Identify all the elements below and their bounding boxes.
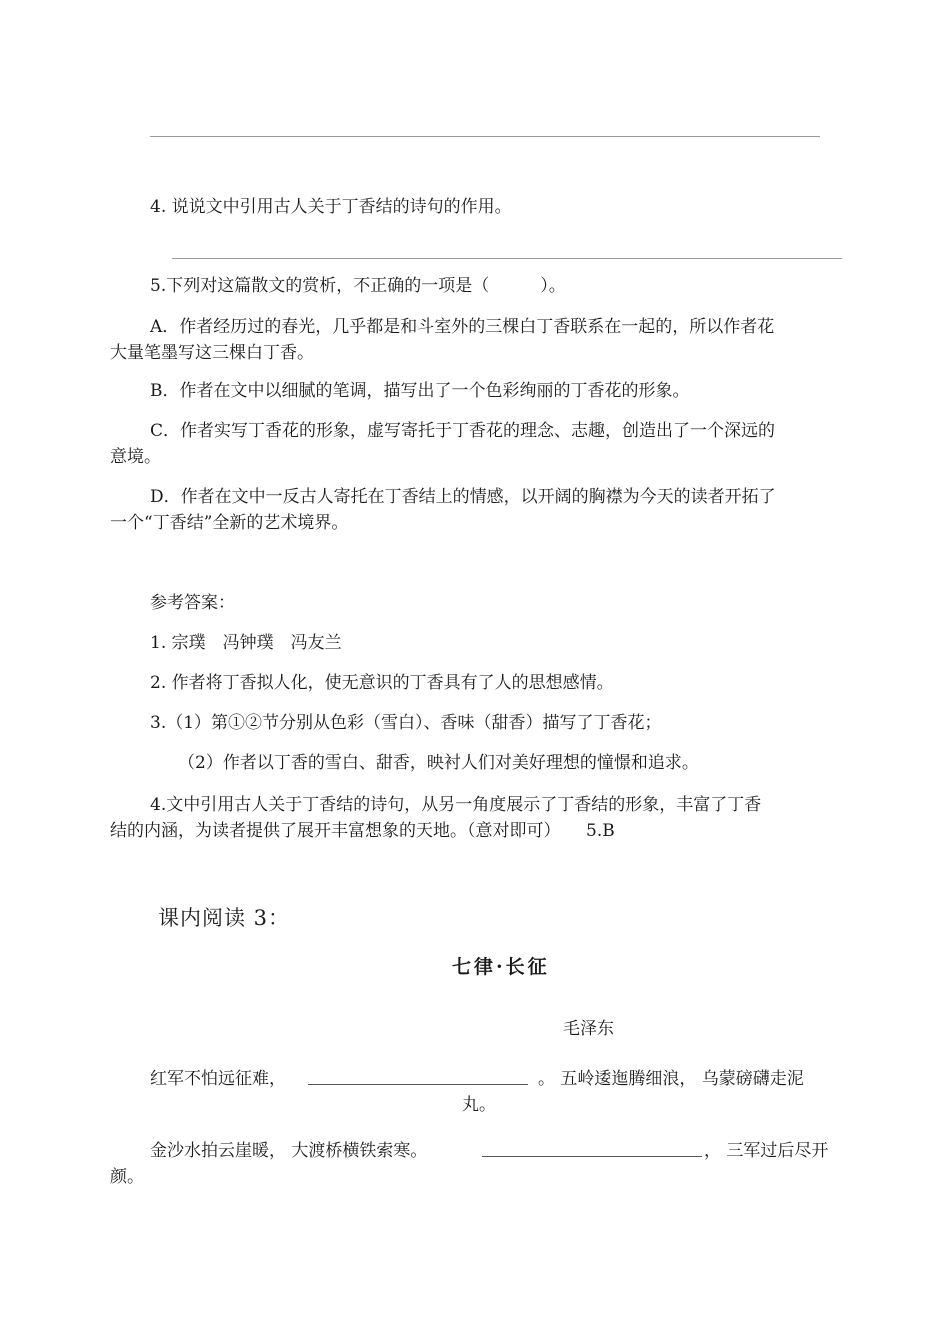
poem-author: 毛泽东 [563,1019,614,1039]
option-a-line2: 大量笔墨写这三棵白丁香。 [110,343,314,363]
poem-line-2-start: 金沙水拍云崖暖， 大渡桥横铁索寒。 [150,1141,428,1161]
poem-blank-2[interactable] [482,1138,702,1157]
poem-line-2-end: ， 三军过后尽开 [704,1141,829,1161]
answer-1: 1. 宗璞 冯钟璞 冯友兰 [150,633,342,653]
option-d-line2: 一个“丁香结”全新的艺术境界。 [110,513,349,533]
question-4: 4. 说说文中引用古人关于丁香结的诗句的作用。 [150,197,512,217]
answer-3-part1: 3.（1）第①②节分别从色彩（雪白）、香味（甜香）描写了丁香花； [150,713,662,733]
option-c-line2: 意境。 [110,447,161,467]
poem-title: 七律·长征 [452,956,550,978]
poem-line-1-end: 。 五岭逶迤腾细浪， 乌蒙磅礴走泥 [538,1069,804,1089]
poem-line-1-start: 红军不怕远征难， [150,1069,286,1089]
answers-heading: 参考答案： [150,593,235,613]
option-d-line1: D．作者在文中一反古人寄托在丁香结上的情感，以开阔的胸襟为今天的读者开拓了 [150,487,776,507]
poem-line-1-wrap: 丸。 [462,1095,496,1115]
poem-line-2-wrap: 颜。 [110,1167,144,1187]
answer-3-part2: （2）作者以丁香的雪白、甜香，映衬人们对美好理想的憧憬和追求。 [178,753,699,773]
answer-line-top [150,136,820,137]
poem-blank-1[interactable] [308,1066,528,1085]
answer-line-q4 [172,258,842,259]
option-a-line1: A．作者经历过的春光，几乎都是和斗室外的三棵白丁香联系在一起的，所以作者花 [150,317,775,337]
answer-2: 2. 作者将丁香拟人化，使无意识的丁香具有了人的思想感情。 [150,673,614,693]
question-5: 5.下列对这篇散文的赏析，不正确的一项是（ ）。 [150,276,566,296]
answer-4-line1: 4.文中引用古人关于丁香结的诗句，从另一角度展示了丁香结的形象，丰富了丁香 [150,795,762,815]
option-c-line1: C．作者实写丁香花的形象，虚写寄托于丁香花的理念、志趣，创造出了一个深远的 [150,421,776,441]
reading-3-heading: 课内阅读 3： [158,906,291,930]
option-b: B．作者在文中以细腻的笔调，描写出了一个色彩绚丽的丁香花的形象。 [150,381,690,401]
answer-4-line2: 结的内涵，为读者提供了展开丰富想象的天地。（意对即可） 5.B [110,821,615,841]
